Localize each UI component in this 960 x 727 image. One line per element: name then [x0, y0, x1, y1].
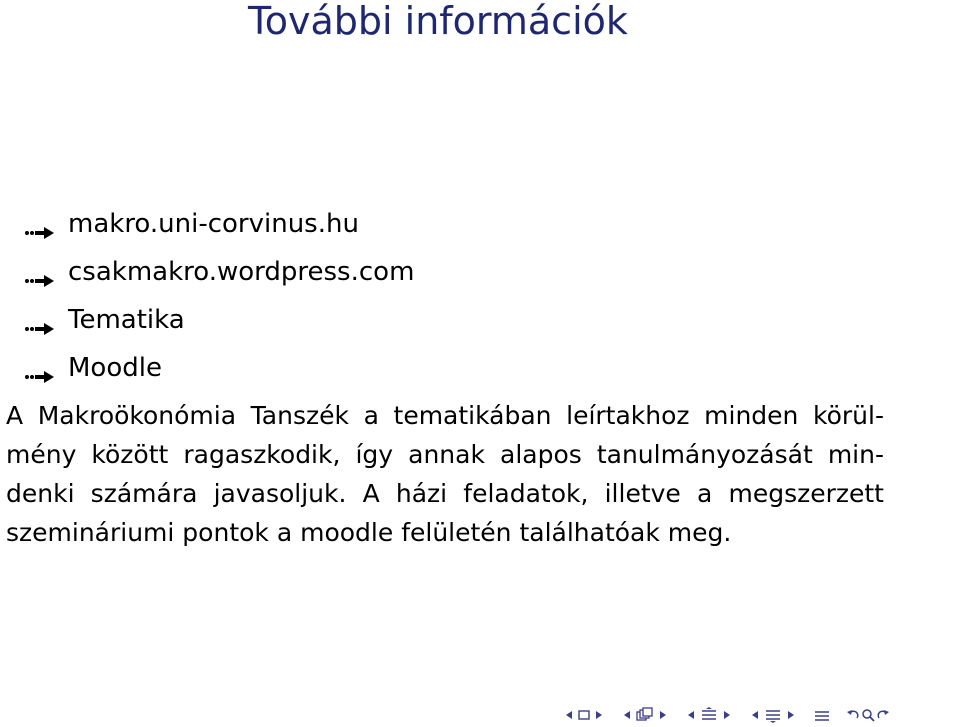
arrow-right-icon: [24, 217, 56, 231]
bullet-item: [24, 200, 414, 248]
nav-right-icon[interactable]: [656, 707, 670, 723]
nav-left-icon[interactable]: [620, 707, 634, 723]
bullet-label: Moodle: [68, 353, 162, 383]
section-nav-group: [684, 707, 734, 723]
nav-right-icon[interactable]: [720, 707, 734, 723]
search-icon[interactable]: [861, 707, 875, 723]
nav-right-icon[interactable]: [784, 707, 798, 723]
paragraph-line: denki számára javasoljuk. A házi feladatok, illetve a megszerzett: [6, 479, 884, 508]
paragraph-line: szemináriumi pontok a moodle felületén találhatóak meg.: [6, 518, 732, 547]
bullet-item: [24, 344, 414, 392]
bullet-item: [24, 296, 414, 344]
beamer-navigation-bar: [562, 704, 900, 726]
paragraph-line: A Makroökonómia Tanszék a tematikában leírtakhoz minden körül-: [6, 401, 884, 430]
bullet-item: [24, 248, 414, 296]
subsection-align-nav-group: [748, 707, 798, 723]
nav-left-icon[interactable]: [748, 707, 762, 723]
frame-title: További információk: [248, 0, 628, 43]
nav-left-icon[interactable]: [684, 707, 698, 723]
bullet-label[interactable]: csakmakro.wordpress.com: [68, 257, 415, 287]
arrow-right-icon: [24, 361, 56, 375]
bullet-list: [24, 200, 414, 392]
body-paragraph: [6, 396, 884, 552]
arrow-right-icon: [24, 265, 56, 279]
align-icon[interactable]: [812, 707, 832, 723]
frame-icon[interactable]: [577, 707, 591, 723]
nav-right-icon[interactable]: [592, 707, 606, 723]
bullet-label[interactable]: makro.uni-corvinus.hu: [68, 209, 359, 239]
arrow-right-icon: [24, 313, 56, 327]
redo-icon[interactable]: [876, 707, 890, 723]
subsection-nav-group: [620, 707, 670, 723]
subsection-align-icon[interactable]: [763, 707, 783, 723]
subsection-icon[interactable]: [635, 707, 655, 723]
paragraph-line: mény között ragaszkodik, így annak alapos tanulmányozását min-: [6, 440, 884, 469]
bullet-label: Tematika: [68, 305, 185, 335]
search-nav-group: [846, 707, 890, 723]
nav-left-icon[interactable]: [562, 707, 576, 723]
undo-icon[interactable]: [846, 707, 860, 723]
align-nav-group: [812, 707, 832, 723]
section-icon[interactable]: [699, 707, 719, 723]
frame-nav-group: [562, 707, 606, 723]
